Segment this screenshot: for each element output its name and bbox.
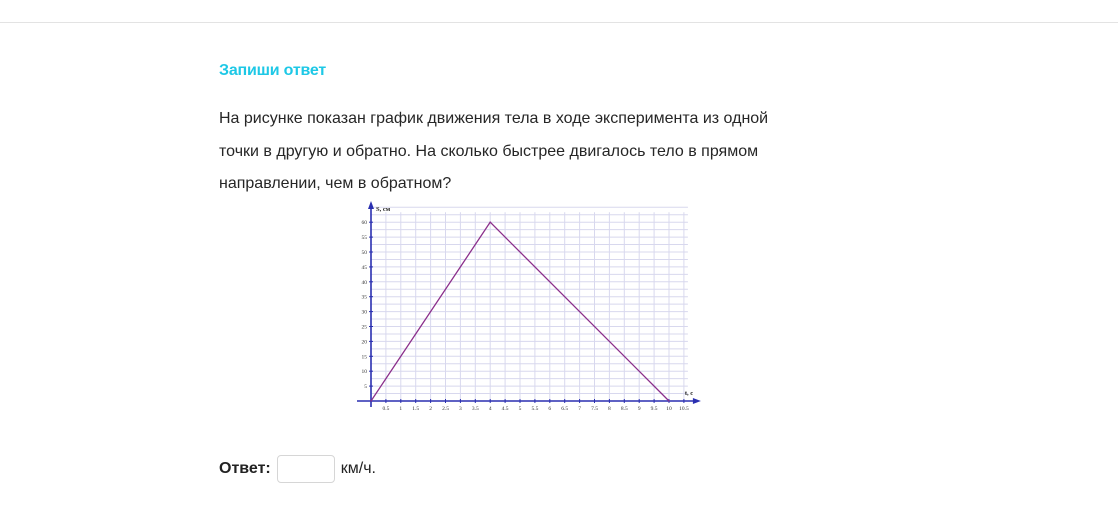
top-divider xyxy=(0,22,1118,23)
question-line: точки в другую и обратно. На сколько быстрее двигалось тело в прямом xyxy=(219,142,759,160)
y-tick-label: 60 xyxy=(361,220,367,227)
y-tick-label: 30 xyxy=(361,309,367,316)
x-tick-label: 4 xyxy=(488,406,492,412)
answer-input[interactable] xyxy=(277,455,335,483)
question-text xyxy=(219,103,819,201)
y-tick-label: 35 xyxy=(361,294,367,301)
x-tick-label: 2 xyxy=(429,406,432,412)
x-axis-arrow xyxy=(693,398,701,404)
x-tick-label: 5.5 xyxy=(531,406,539,412)
y-tick-label: 25 xyxy=(361,324,367,331)
y-tick-label: 5 xyxy=(364,384,367,391)
x-tick-label: 6.5 xyxy=(561,406,569,412)
x-tick-label: 6 xyxy=(548,406,552,412)
x-tick-label: 9 xyxy=(637,406,641,412)
x-axis-label: t, с xyxy=(684,390,694,397)
motion-graph-svg xyxy=(350,200,702,415)
y-tick-label: 55 xyxy=(361,235,367,242)
answer-label: Ответ: xyxy=(219,460,271,477)
answer-unit: км/ч. xyxy=(340,460,376,477)
question-line: На рисунке показан график движения тела в ходе эксперимента из одной xyxy=(219,110,769,127)
y-axis-arrow xyxy=(368,201,374,209)
y-tick-label: 20 xyxy=(361,339,367,346)
y-axis-label: S, см xyxy=(376,206,391,213)
x-tick-label: 7.5 xyxy=(591,406,598,412)
x-tick-label: 8.5 xyxy=(620,406,628,412)
x-tick-label: 9.5 xyxy=(650,406,658,412)
x-tick-label: 5 xyxy=(518,406,522,412)
x-tick-label: 10 xyxy=(666,406,672,412)
question-line: направлении, чем в обратном? xyxy=(219,175,452,192)
x-tick-label: 2.5 xyxy=(442,406,449,412)
series-point xyxy=(370,400,371,401)
x-tick-label: 4.5 xyxy=(501,406,509,412)
x-tick-label: 7 xyxy=(578,406,581,412)
y-tick-label: 15 xyxy=(361,354,367,361)
chart-ticks xyxy=(362,220,689,412)
motion-graph xyxy=(350,200,702,415)
x-tick-label: 10.5 xyxy=(679,406,689,412)
x-tick-label: 3.5 xyxy=(471,406,479,412)
series-point xyxy=(668,400,669,401)
series-point xyxy=(490,222,491,223)
y-tick-label: 50 xyxy=(361,250,367,256)
x-tick-label: 8 xyxy=(608,406,611,412)
x-tick-label: 0.5 xyxy=(382,406,390,412)
task-heading: Запиши ответ xyxy=(219,62,326,79)
x-tick-label: 1.5 xyxy=(412,406,420,412)
y-tick-label: 10 xyxy=(361,369,367,376)
y-tick-label: 40 xyxy=(361,279,367,286)
y-tick-label: 45 xyxy=(361,264,367,271)
x-tick-label: 3 xyxy=(459,406,462,412)
x-tick-label: 1 xyxy=(399,406,403,412)
answer-row xyxy=(219,453,376,485)
